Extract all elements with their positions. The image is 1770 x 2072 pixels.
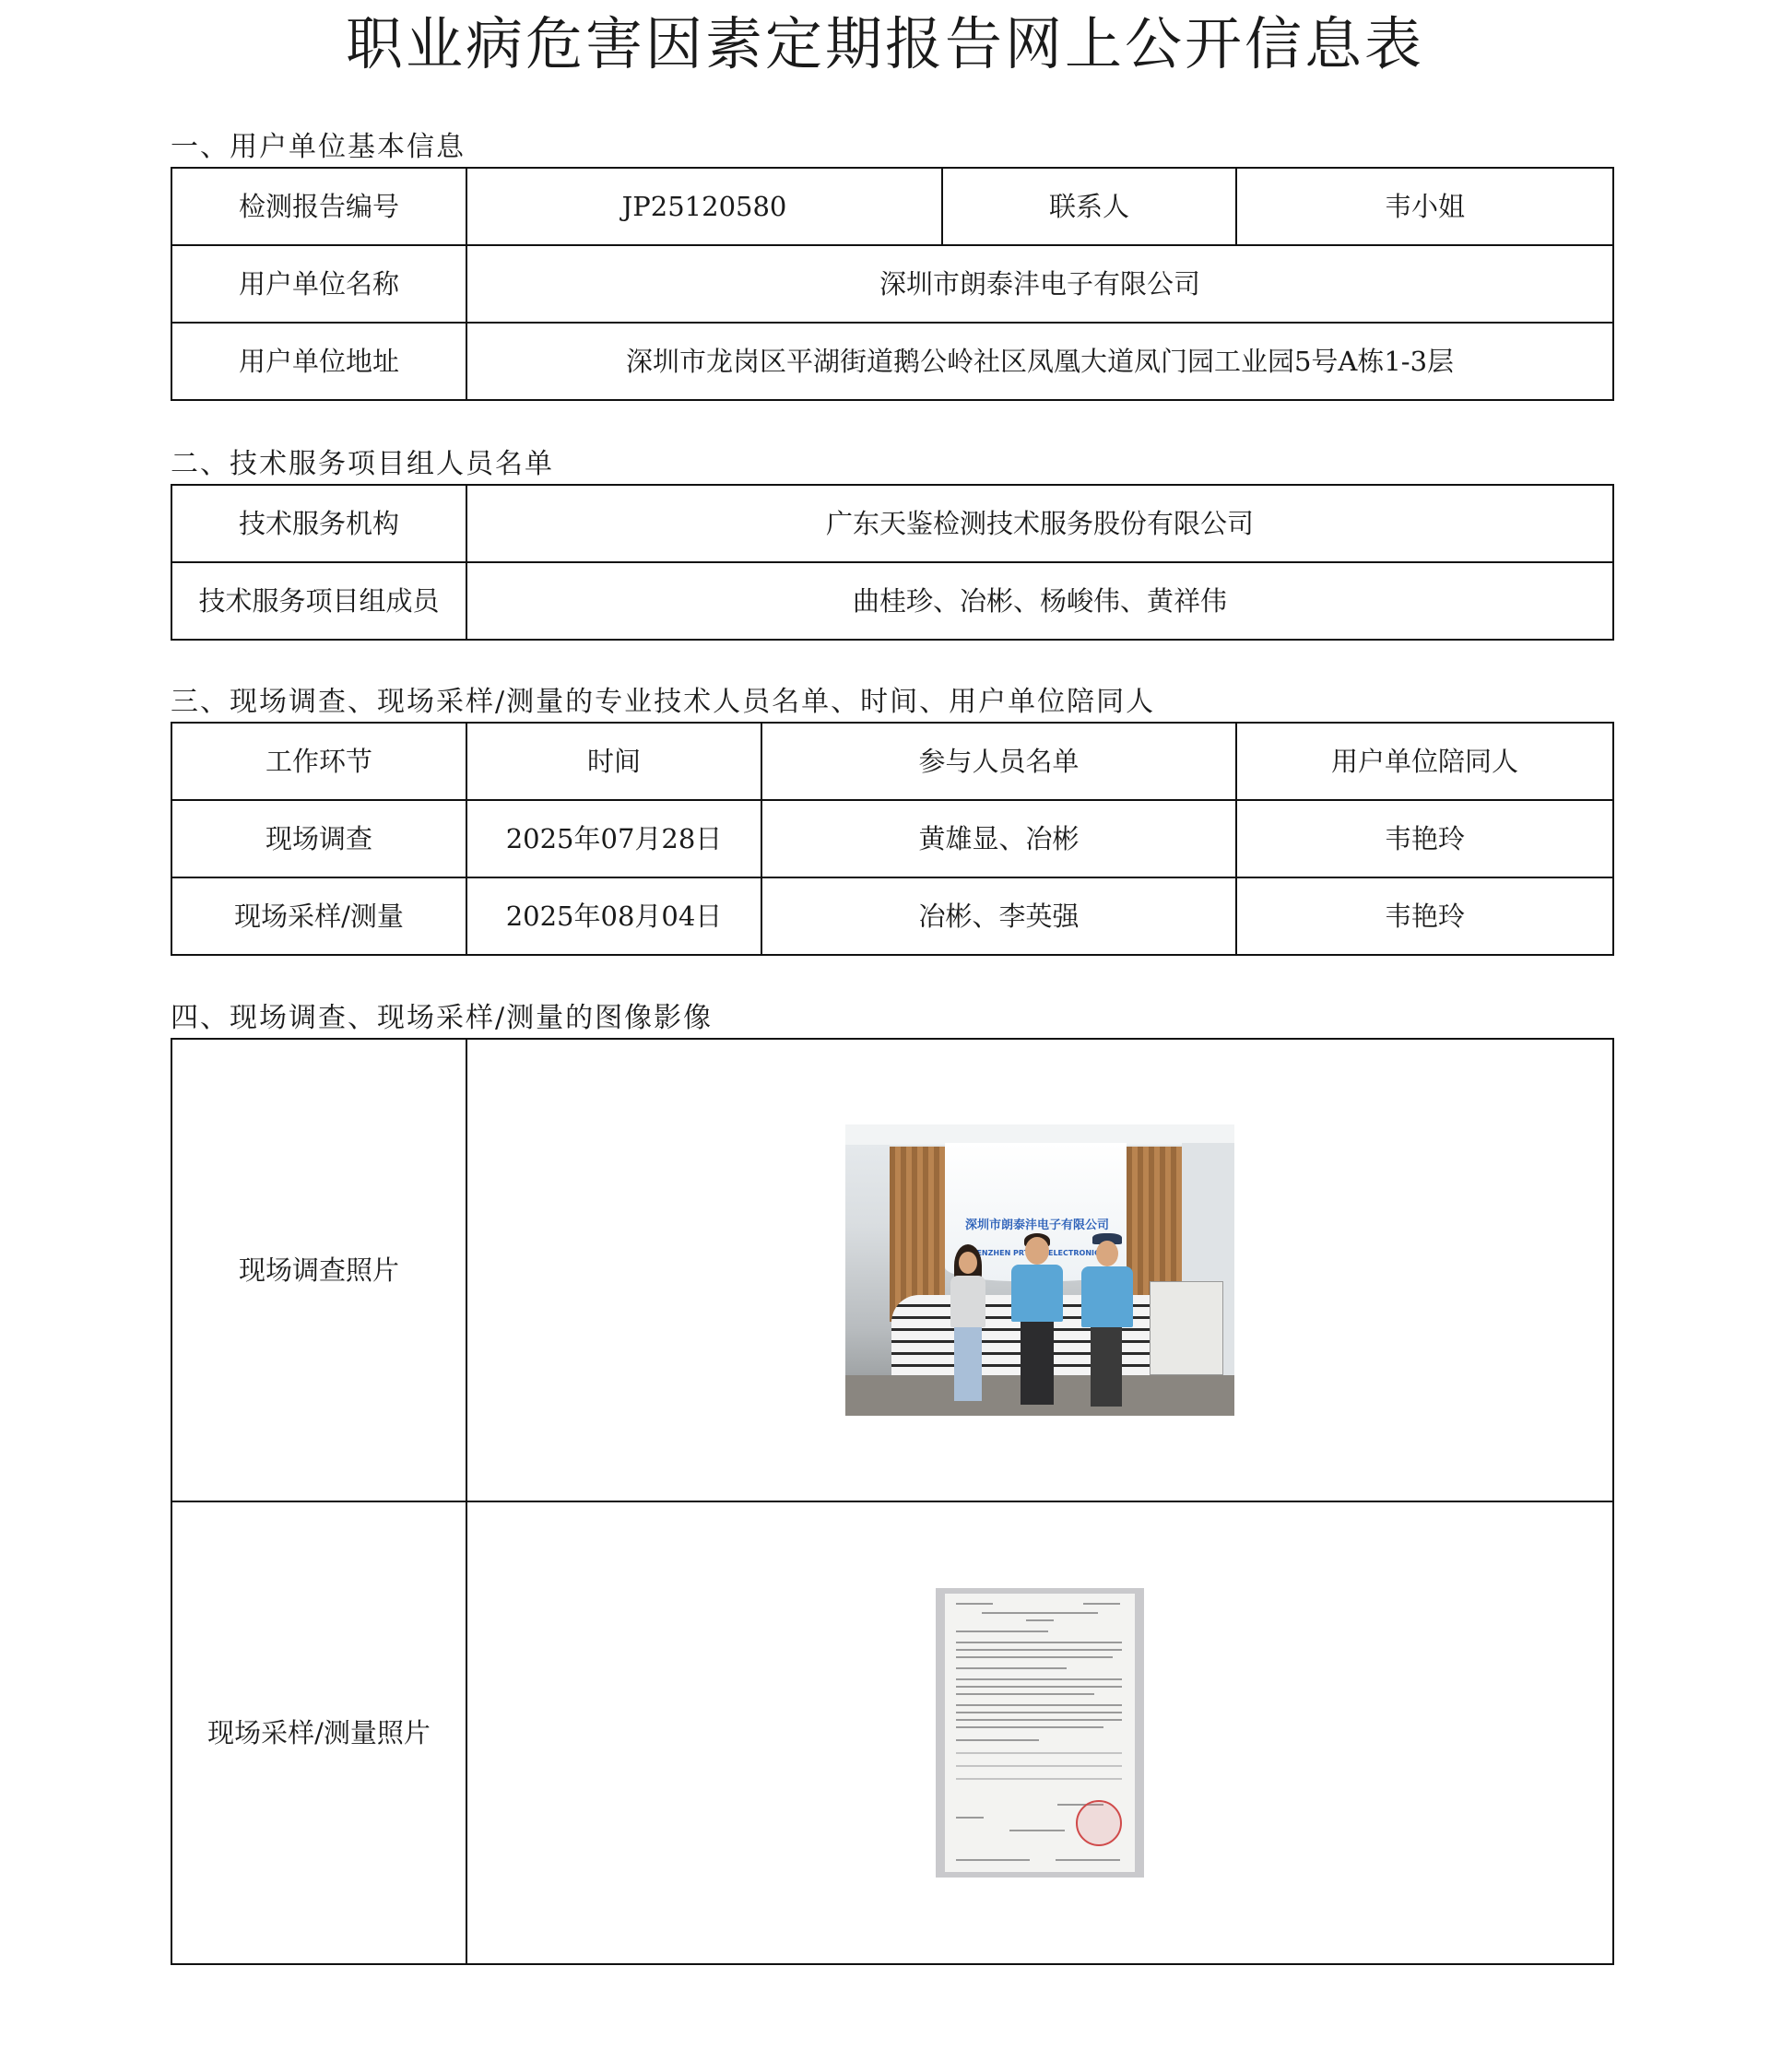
photo-table (171, 1038, 1614, 1965)
basic-info-table (171, 167, 1614, 401)
survey-photo-cell (466, 1039, 1613, 1501)
table-row (171, 1501, 1613, 1964)
fieldwork-table (171, 722, 1614, 956)
red-seal-stamp (1076, 1800, 1122, 1846)
table-row (171, 323, 1613, 400)
table-row (171, 800, 1613, 877)
cell-stage: 现场采样/测量 (171, 877, 466, 955)
cell-staff: 黄雄显、冶彬 (761, 800, 1236, 877)
unit-name-label: 用户单位名称 (171, 245, 466, 323)
col-header-time: 时间 (466, 723, 761, 800)
table-row (171, 168, 1613, 245)
members-value: 曲桂珍、冶彬、杨峻伟、黄祥伟 (466, 562, 1613, 640)
cell-time: 2025年07月28日 (466, 800, 761, 877)
cell-staff: 冶彬、李英强 (761, 877, 1236, 955)
unit-addr-value: 深圳市龙岗区平湖街道鹅公岭社区凤凰大道凤门园工业园5号A栋1-3层 (466, 323, 1613, 400)
section4-heading: 四、现场调查、现场采样/测量的图像影像 (171, 1002, 714, 1034)
section2-heading: 二、技术服务项目组人员名单 (171, 448, 554, 480)
photo-ceiling (845, 1124, 1234, 1145)
table-row (171, 1039, 1613, 1501)
org-value: 广东天鉴检测技术服务股份有限公司 (466, 485, 1613, 562)
cell-escort: 韦艳玲 (1236, 877, 1613, 955)
unit-addr-label: 用户单位地址 (171, 323, 466, 400)
org-label: 技术服务机构 (171, 485, 466, 562)
table-row (171, 245, 1613, 323)
col-header-staff: 参与人员名单 (761, 723, 1236, 800)
document-paper (945, 1594, 1135, 1872)
unit-name-value: 深圳市朗泰沣电子有限公司 (466, 245, 1613, 323)
report-no-value: JP25120580 (466, 168, 942, 245)
report-no-label: 检测报告编号 (171, 168, 466, 245)
col-header-escort: 用户单位陪同人 (1236, 723, 1613, 800)
page-title: 职业病危害因素定期报告网上公开信息表 (345, 10, 1424, 77)
sampling-photo-label: 现场采样/测量照片 (171, 1501, 466, 1964)
sampling-photo (936, 1588, 1144, 1878)
team-table (171, 484, 1614, 641)
contact-value: 韦小姐 (1236, 168, 1613, 245)
contact-label: 联系人 (942, 168, 1236, 245)
table-row (171, 877, 1613, 955)
cell-stage: 现场调查 (171, 800, 466, 877)
cell-time: 2025年08月04日 (466, 877, 761, 955)
section3-heading: 三、现场调查、现场采样/测量的专业技术人员名单、时间、用户单位陪同人 (171, 686, 1156, 718)
company-sign-cn: 深圳市朗泰沣电子有限公司 (965, 1218, 1110, 1232)
section1-heading: 一、用户单位基本信息 (171, 131, 466, 163)
table-row (171, 562, 1613, 640)
table-row (171, 485, 1613, 562)
company-sign-en: SHENZHEN ELECTRONICS (965, 1249, 1105, 1257)
survey-photo-label: 现场调查照片 (171, 1039, 466, 1501)
survey-photo (845, 1124, 1234, 1416)
table-header-row (171, 723, 1613, 800)
sampling-photo-cell (466, 1501, 1613, 1964)
cell-escort: 韦艳玲 (1236, 800, 1613, 877)
members-label: 技术服务项目组成员 (171, 562, 466, 640)
printer (1150, 1281, 1223, 1375)
col-header-stage: 工作环节 (171, 723, 466, 800)
